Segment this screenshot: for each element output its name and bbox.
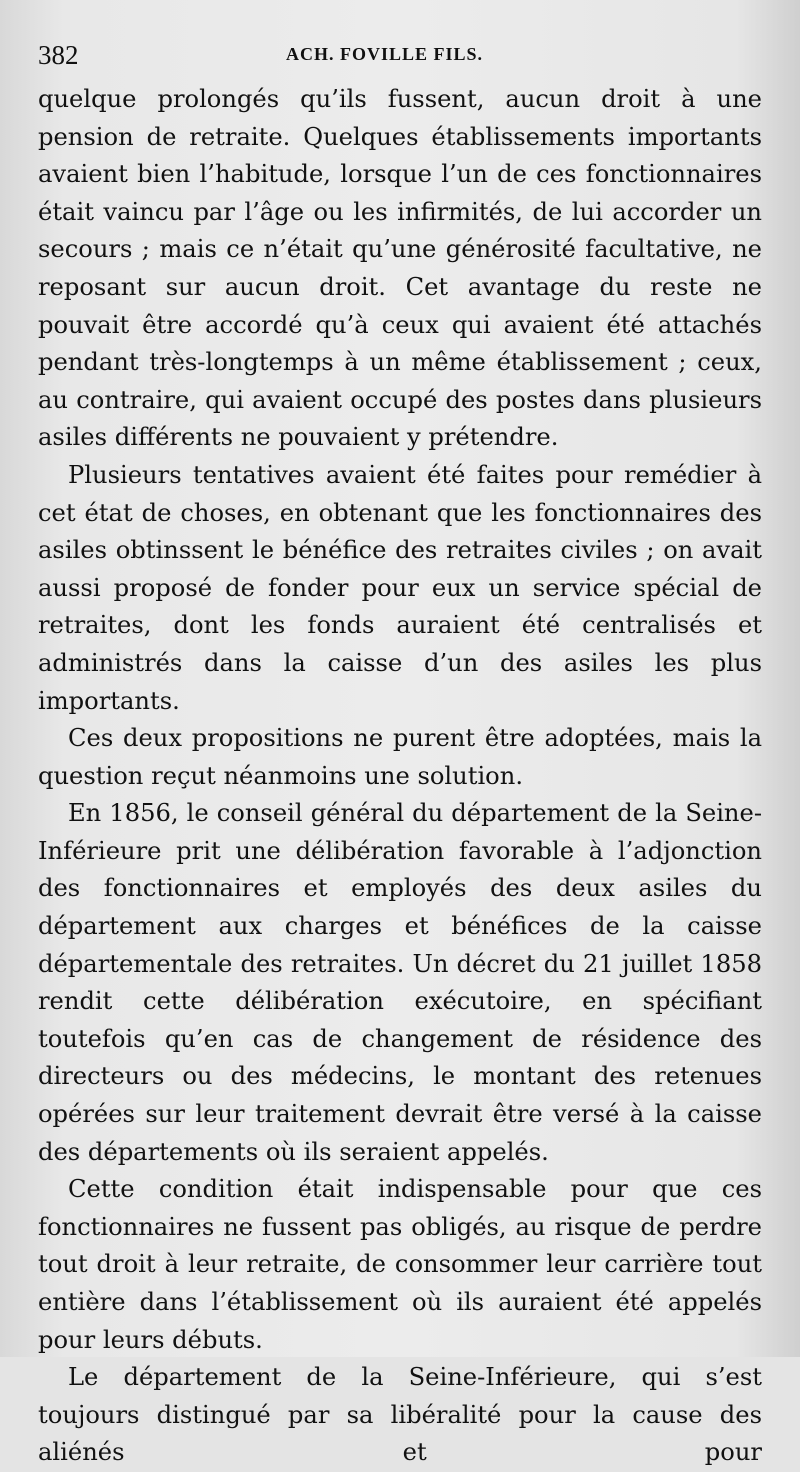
paragraph: Plusieurs tentatives avaient été faites pour remédier à cet état de choses, en obtenant que les fonctionnaires des asiles obtinssent le bénéfice des retraites civiles ; on avait aussi proposé de fonder pour eux un service spécial de retraites, dont les fonds auraient été centralisés et administrés dans la caisse d’un des asiles les plus importants. — [38, 460, 762, 715]
page-number: 382 — [38, 40, 79, 70]
paragraph-continues: Le département de la Seine-Inférieure, qui s’est toujours distingué par sa libéralité pour la cause des aliénés et pour — [38, 1363, 762, 1467]
paragraph: Cette condition était indispensable pour que ces fonctionnaires ne fussent pas obligés, au risque de perdre tout droit à leur retraite, de consommer leur carrière tout entière dans l’établissement où ils auraient été appelés pour leurs débuts. — [38, 1175, 762, 1354]
body-text — [38, 81, 762, 1472]
running-head: ACH. FOVILLE FILS. — [286, 44, 484, 64]
paragraph: En 1856, le conseil général du département de la Seine-Inférieure prit une délibération favorable à l’adjonction des fonctionnaires et employés des deux asiles du département aux charges et bénéfices de la caisse départementale des retraites. Un décret du 21 juillet 1858 rendit cette délibération exécutoire, en spécifiant toutefois qu’en cas de changement de résidence des directeurs ou des médecins, le montant des retenues opérées sur leur traitement devrait être versé à la caisse des départements où ils seraient appelés. — [38, 799, 762, 1166]
paragraph: Ces deux propositions ne purent être adoptées, mais la question reçut néanmoins une solution. — [38, 724, 762, 790]
page-header — [38, 40, 762, 80]
paragraph-continued: quelque prolongés qu’ils fussent, aucun droit à une pension de retraite. Quelques établissements importants avaient bien l’habitude, lorsque l’un de ces fonctionnaires était vaincu par l’âge ou les infirmités, de lui accorder un secours ; mais ce n’était qu’une générosité facultative, ne reposant sur aucun droit. Cet avantage du reste ne pouvait être accordé qu’à ceux qui avaient été attachés pendant très-longtemps à un même établissement ; ceux, au contraire, qui avaient occupé des postes dans plusieurs asiles différents ne pouvaient y prétendre. — [38, 85, 762, 452]
